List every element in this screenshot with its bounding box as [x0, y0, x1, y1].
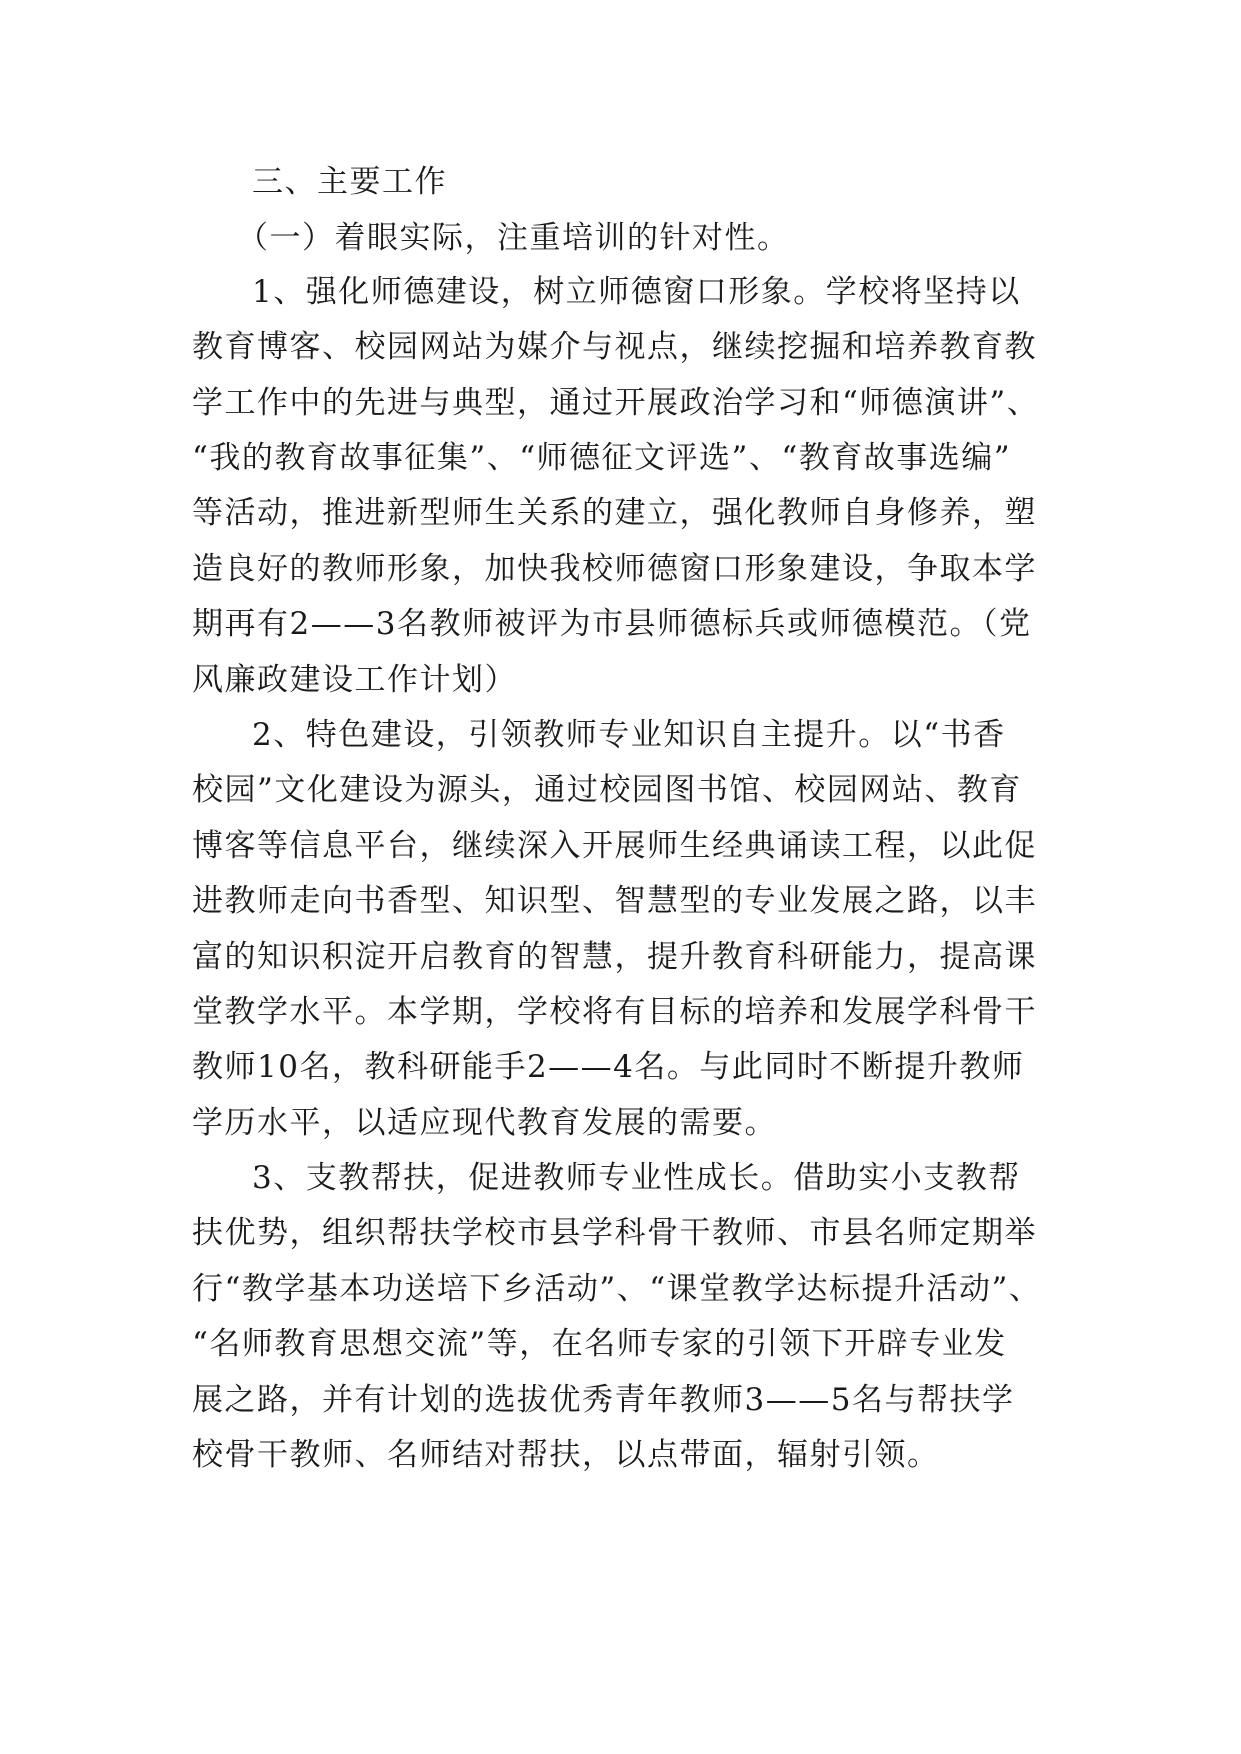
paragraph-line: 校园”文化建设为源头，通过校园图书馆、校园网站、教育 — [192, 772, 1022, 808]
paragraph-line: “我的教育故事征集”、“师德征文评选”、“教育故事选编” — [192, 440, 1012, 476]
paragraph-line: 期再有2——3名教师被评为市县师德标兵或师德模范。（党 — [192, 606, 1032, 642]
paragraph-line: “名师教育思想交流”等，在名师专家的引领下开辟专业发 — [192, 1326, 1007, 1362]
paragraph-line: 扶优势，组织帮扶学校市县学科骨干教师、市县名师定期举 — [192, 1215, 1037, 1251]
paragraph-line: 行“教学基本功送培下乡活动”、“课堂教学达标提升活动”、 — [192, 1271, 1042, 1307]
paragraph-line: 风廉政建设工作计划） — [192, 662, 517, 698]
paragraph-line: 教育博客、校园网站为媒介与视点，继续挖掘和培养教育教 — [192, 329, 1037, 365]
paragraph-line: 博客等信息平台，继续深入开展师生经典诵读工程，以此促 — [192, 828, 1037, 864]
paragraph-line: 进教师走向书香型、知识型、智慧型的专业发展之路，以丰 — [192, 883, 1037, 919]
paragraph-line: 造良好的教师形象，加快我校师德窗口形象建设，争取本学 — [192, 551, 1037, 587]
subsection-heading: （一）着眼实际，注重培训的针对性。 — [237, 220, 790, 256]
paragraph-line: 展之路，并有计划的选拔优秀青年教师3——5名与帮扶学 — [192, 1382, 1015, 1418]
paragraph-line: 1、强化师德建设，树立师德窗口形象。学校将坚持以 — [252, 274, 1021, 310]
paragraph-line: 教师10名，教科研能手2——4名。与此同时不断提升教师 — [192, 1049, 1025, 1085]
paragraph-line: 学历水平，以适应现代教育发展的需要。 — [192, 1105, 777, 1141]
paragraph-line: 校骨干教师、名师结对帮扶，以点带面，辐射引领。 — [192, 1437, 940, 1473]
paragraph-line: 富的知识积淀开启教育的智慧，提升教育科研能力，提高课 — [192, 939, 1037, 975]
paragraph-line: 堂教学水平。本学期，学校将有目标的培养和发展学科骨干 — [192, 994, 1037, 1030]
paragraph-line: 2、特色建设，引领教师专业知识自主提升。以“书香 — [252, 717, 1006, 753]
section-heading: 三、主要工作 — [252, 164, 447, 200]
paragraph-line: 等活动，推进新型师生关系的建立，强化教师自身修养，塑 — [192, 495, 1037, 531]
paragraph-line: 学工作中的先进与典型，通过开展政治学习和“师德演讲”、 — [192, 385, 1040, 421]
paragraph-line: 3、支教帮扶，促进教师专业性成长。借助实小支教帮 — [252, 1160, 1021, 1196]
